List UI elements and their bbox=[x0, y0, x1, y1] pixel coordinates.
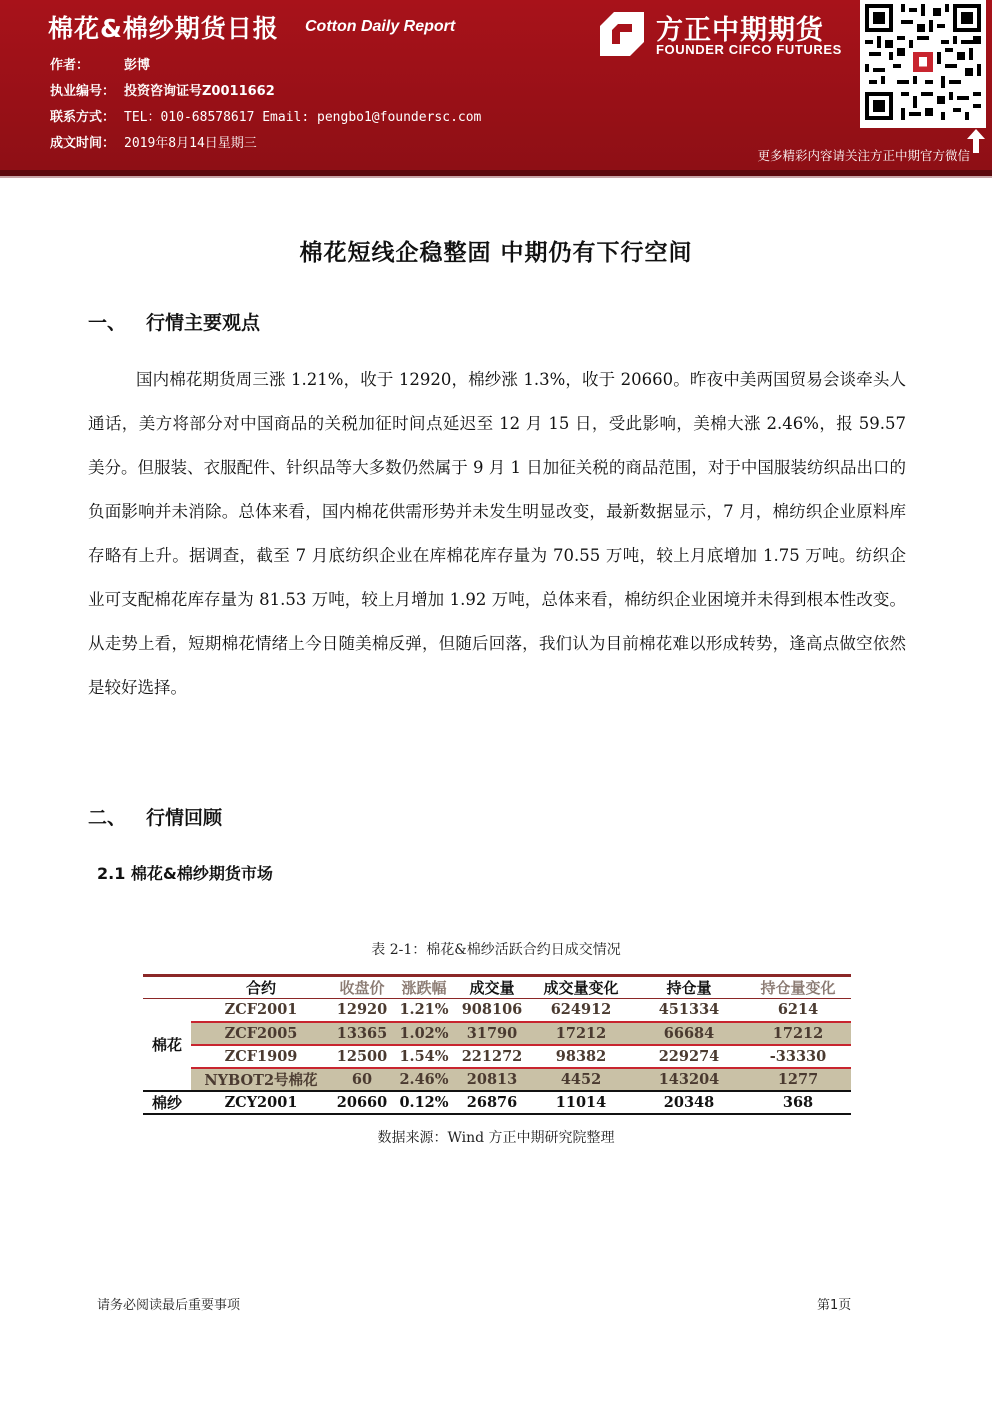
license-row bbox=[50, 80, 275, 99]
cell-contract: ZCF2005 bbox=[191, 1022, 331, 1045]
author-label: 作者： bbox=[50, 58, 90, 73]
cell-oi-change: -33330 bbox=[745, 1045, 851, 1068]
group-label-yarn: 棉纱 bbox=[143, 1091, 191, 1114]
cell-change: 0.12% bbox=[393, 1091, 455, 1114]
cell-volume-change: 4452 bbox=[529, 1068, 633, 1091]
table-row bbox=[143, 1022, 851, 1045]
section-title: 行情回顾 bbox=[146, 807, 223, 829]
cell-contract: NYBOT2号棉花 bbox=[191, 1068, 331, 1091]
cell-volume: 221272 bbox=[455, 1045, 529, 1068]
cell-oi-change: 1277 bbox=[745, 1068, 851, 1091]
report-header bbox=[0, 0, 992, 170]
founder-logo-icon bbox=[600, 12, 644, 56]
cell-volume-change: 17212 bbox=[529, 1022, 633, 1045]
qr-code-icon bbox=[865, 4, 981, 120]
footer-notice: 请务必阅读最后重要事项 bbox=[97, 1298, 241, 1313]
license-number: 投资咨询证号Z0011662 bbox=[124, 84, 275, 99]
cell-volume-change: 98382 bbox=[529, 1045, 633, 1068]
contact-label: 联系方式： bbox=[50, 110, 116, 125]
cell-change: 1.54% bbox=[393, 1045, 455, 1068]
cell-open-interest: 20348 bbox=[633, 1091, 745, 1114]
cell-open-interest: 451334 bbox=[633, 999, 745, 1022]
cell-oi-change: 6214 bbox=[745, 999, 851, 1022]
report-date: 2019年8月14日星期三 bbox=[124, 136, 257, 151]
cell-close: 20660 bbox=[331, 1091, 393, 1114]
header-cell-close: 收盘价 bbox=[331, 976, 393, 999]
futures-trading-table bbox=[143, 974, 851, 1115]
cell-volume: 908106 bbox=[455, 999, 529, 1022]
table-row bbox=[143, 1068, 851, 1091]
author-row bbox=[50, 54, 151, 73]
report-title-en: Cotton Daily Report bbox=[305, 18, 456, 35]
follow-wechat-text: 更多精彩内容请关注方正中期官方微信 bbox=[757, 148, 970, 163]
header-cell-group bbox=[143, 976, 191, 999]
cell-contract: ZCY2001 bbox=[191, 1091, 331, 1114]
header-cell-volume-change: 成交量变化 bbox=[529, 976, 633, 999]
market-view-paragraph: 国内棉花期货周三涨 1.21%，收于 12920，棉纱涨 1.3%，收于 20660。昨夜中美两国贸易会谈牵头人通话，美方将部分对中国商品的关税加征时间点延迟至 12 月 15 日，受此影响，美棉大涨 2.46%，报 59.57 美分。但服装、衣服配件、针织品等大多数仍然属于 9 月 1 日加征关税的商品范围，对于中国服装纺织品出口的负面影响并未消除。总体来看，国内棉花供需形势并未发生明显改变，最新数据显示，7 月，棉纺织企业原料库存略有上升。据调查，截至 7 月底纺织企业在库棉花库存量为 70.55 万吨，较上月底增加 1.75 万吨。纺织企业可支配棉花库存量为 81.53 万吨，较上月增加 1.92 万吨，总体来看，棉纺织企业困境并未得到根本性改变。从走势上看，短期棉花情绪上今日随美棉反弹，但随后回落，我们认为目前棉花难以形成转势，逢高点做空依然是较好选择。 bbox=[88, 370, 906, 697]
table-row bbox=[143, 1045, 851, 1068]
section-number: 二、 bbox=[88, 807, 127, 829]
cell-close: 60 bbox=[331, 1068, 393, 1091]
contact-row bbox=[50, 106, 482, 125]
section-heading-2 bbox=[88, 803, 222, 830]
cell-oi-change: 17212 bbox=[745, 1022, 851, 1045]
page-number: 第1页 bbox=[817, 1298, 852, 1313]
subsection-heading: 2.1 棉花&棉纱期货市场 bbox=[97, 864, 273, 883]
table-caption: 表 2-1：棉花&棉纱活跃合约日成交情况 bbox=[371, 942, 621, 958]
license-label: 执业编号： bbox=[50, 84, 116, 99]
logo-text-cn: 方正中期期货 bbox=[656, 15, 824, 46]
cell-close: 12500 bbox=[331, 1045, 393, 1068]
group-label-cotton: 棉花 bbox=[143, 999, 191, 1091]
section-title: 行情主要观点 bbox=[146, 312, 261, 334]
cell-contract: ZCF2001 bbox=[191, 999, 331, 1022]
cell-contract: ZCF1909 bbox=[191, 1045, 331, 1068]
header-cell-contract: 合约 bbox=[191, 976, 331, 999]
table-row bbox=[143, 1091, 851, 1114]
header-cell-oi-change: 持仓量变化 bbox=[745, 976, 851, 999]
header-cell-open-interest: 持仓量 bbox=[633, 976, 745, 999]
cell-change: 1.02% bbox=[393, 1022, 455, 1045]
cell-close: 12920 bbox=[331, 999, 393, 1022]
table-row bbox=[143, 999, 851, 1022]
header-cell-change: 涨跌幅 bbox=[393, 976, 455, 999]
date-label: 成文时间： bbox=[50, 136, 116, 151]
table-source-note: 数据来源：Wind 方正中期研究院整理 bbox=[377, 1130, 615, 1146]
cell-volume: 31790 bbox=[455, 1022, 529, 1045]
cell-oi-change: 368 bbox=[745, 1091, 851, 1114]
header-divider-light bbox=[0, 176, 992, 178]
cell-volume-change: 11014 bbox=[529, 1091, 633, 1114]
header-cell-volume: 成交量 bbox=[455, 976, 529, 999]
cell-volume: 20813 bbox=[455, 1068, 529, 1091]
table-header-row bbox=[143, 976, 851, 999]
cell-open-interest: 66684 bbox=[633, 1022, 745, 1045]
cell-change: 2.46% bbox=[393, 1068, 455, 1091]
cell-open-interest: 143204 bbox=[633, 1068, 745, 1091]
document-title: 棉花短线企稳整固 中期仍有下行空间 bbox=[299, 240, 693, 266]
cell-close: 13365 bbox=[331, 1022, 393, 1045]
author-name: 彭博 bbox=[124, 58, 151, 73]
section-number: 一、 bbox=[88, 312, 127, 334]
cell-open-interest: 229274 bbox=[633, 1045, 745, 1068]
report-title: 棉花&棉纱期货日报 bbox=[48, 14, 279, 43]
cell-volume-change: 624912 bbox=[529, 999, 633, 1022]
wechat-qr-code[interactable] bbox=[860, 0, 986, 128]
section-heading-1 bbox=[88, 308, 260, 335]
cell-change: 1.21% bbox=[393, 999, 455, 1022]
company-logo bbox=[600, 8, 850, 60]
contact-info: TEL：010-68578617 Email: pengbo1@foundersc.com bbox=[124, 110, 482, 125]
cell-volume: 26876 bbox=[455, 1091, 529, 1114]
logo-text-en: FOUNDER CIFCO FUTURES bbox=[656, 42, 842, 57]
date-row bbox=[50, 132, 257, 151]
